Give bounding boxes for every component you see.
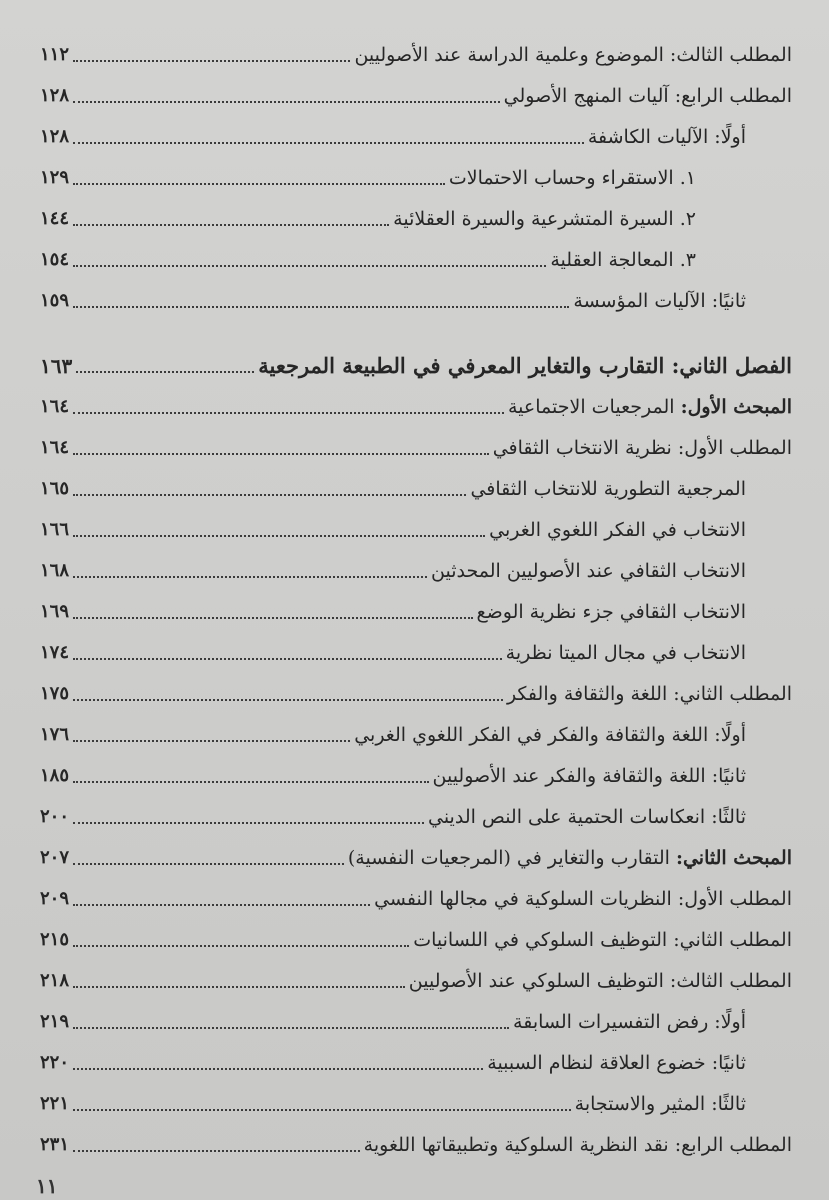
entry-title <box>573 289 746 313</box>
entry-title <box>489 518 746 542</box>
entry-title <box>433 764 747 788</box>
dot-leader <box>73 576 427 578</box>
entry-page-number: ٢٢١ <box>40 1093 70 1114</box>
toc-entry-row[interactable] <box>40 876 792 917</box>
toc-entry-row[interactable] <box>40 237 792 278</box>
entry-page-number: ١٧٦ <box>40 724 70 745</box>
entry-page-number: ٢١٨ <box>40 970 70 991</box>
entry-title-text: أولًا: الآليات الكاشفة <box>587 126 746 148</box>
toc-entry-row[interactable] <box>40 999 792 1040</box>
entry-title <box>449 166 696 190</box>
entry-page-number: ١٦٦ <box>40 519 70 540</box>
entry-title-text: ثالثًا: انعكاسات الحتمية على النص الديني <box>427 806 746 828</box>
entry-title-text: المطلب الثاني: التوظيف السلوكي في اللسانيات <box>413 929 792 951</box>
toc-entry-row[interactable] <box>40 196 792 237</box>
dot-leader <box>73 1027 509 1029</box>
entry-title <box>575 1092 746 1116</box>
toc-section-top <box>40 32 792 319</box>
entry-title-text: الانتخاب الثقافي عند الأصوليين المحدثين <box>431 560 746 582</box>
entry-title-text: المطلب الأول: نظرية الانتخاب الثقافي <box>492 437 792 459</box>
entry-title-text: الانتخاب في مجال الميتا نظرية <box>505 642 746 664</box>
toc-entry-row[interactable] <box>40 958 792 999</box>
entry-title-text: ثانيًا: اللغة والثقافة والفكر عند الأصوليين <box>432 765 746 787</box>
entry-page-number: ٢٠٧ <box>40 847 70 868</box>
toc-entry-row[interactable] <box>40 630 792 671</box>
entry-page-number: ١٦٤ <box>40 437 70 458</box>
dot-leader <box>73 412 504 414</box>
entry-title-text: ٢. السيرة المتشرعية والسيرة العقلائية <box>393 208 696 230</box>
entry-title-text: أولًا: رفض التفسيرات السابقة <box>513 1011 746 1033</box>
dot-leader <box>73 101 500 103</box>
entry-title-text: ثانيًا: الآليات المؤسسة <box>573 290 746 312</box>
entry-page-number: ١٧٥ <box>40 683 70 704</box>
entry-title-text: المرجعيات الاجتماعية <box>508 396 681 418</box>
toc-entry-row[interactable] <box>40 114 792 155</box>
entry-title <box>487 1051 746 1075</box>
entry-page-number: ٢٠٠ <box>40 806 70 827</box>
toc-entry-row[interactable] <box>40 384 792 425</box>
dot-leader <box>73 699 503 701</box>
toc-entry-row[interactable] <box>40 753 792 794</box>
entry-title <box>364 1133 792 1157</box>
entry-title-text: المرجعية التطورية للانتخاب الثقافي <box>470 478 746 500</box>
entry-title <box>588 125 746 149</box>
entry-page-number: ١٢٨ <box>40 85 70 106</box>
toc-entry-row[interactable] <box>40 425 792 466</box>
toc-entry-row[interactable] <box>40 671 792 712</box>
toc-entry-row[interactable] <box>40 835 792 876</box>
dot-leader <box>73 1109 571 1111</box>
section-gap <box>40 319 792 343</box>
entry-page-number: ٢١٥ <box>40 929 70 950</box>
chapter-title: الفصل الثاني: التقارب والتغاير المعرفي في الطبيعة المرجعية <box>258 353 792 378</box>
entry-title <box>507 682 792 706</box>
dot-leader <box>73 453 489 455</box>
entry-title <box>431 559 746 583</box>
entry-page-number: ١١٢ <box>40 44 70 65</box>
entry-title-text: المطلب الرابع: آليات المنهج الأصولي <box>503 85 792 107</box>
dot-leader <box>73 306 569 308</box>
dot-leader <box>73 494 466 496</box>
dot-leader <box>73 265 546 267</box>
entry-page-number: ٢٢٠ <box>40 1052 70 1073</box>
dot-leader <box>73 986 405 988</box>
toc-entry-row[interactable] <box>40 507 792 548</box>
entry-page-number: ١٧٤ <box>40 642 70 663</box>
entry-page-number: ١٦٨ <box>40 560 70 581</box>
entry-title-text: المطلب الرابع: نقد النظرية السلوكية وتطبيقاتها اللغوية <box>363 1134 792 1156</box>
dot-leader <box>73 535 485 537</box>
entry-title <box>409 969 792 993</box>
entry-title <box>470 477 746 501</box>
entry-title <box>508 395 792 419</box>
entry-title-text: المطلب الثالث: الموضوع وعلمية الدراسة عند الأصوليين <box>354 44 792 66</box>
entry-title-text: أولًا: اللغة والثقافة والفكر في الفكر اللغوي الغربي <box>354 724 746 746</box>
entry-page-number: ٢٣١ <box>40 1134 70 1155</box>
entry-title <box>493 436 792 460</box>
entry-title <box>477 600 746 624</box>
toc-entry-row[interactable] <box>40 1081 792 1122</box>
toc-entry-row[interactable] <box>40 917 792 958</box>
toc-entry-row[interactable] <box>40 466 792 507</box>
toc-entry-row[interactable] <box>40 794 792 835</box>
dot-leader <box>73 183 445 185</box>
table-of-contents <box>40 32 792 1163</box>
toc-chapter-row[interactable] <box>40 343 792 384</box>
entry-page-number: ١٦٥ <box>40 478 70 499</box>
entry-title-prefix: المبحث الثاني: <box>675 847 792 869</box>
entry-page-number: ٢٠٩ <box>40 888 70 909</box>
entry-title-text: ثانيًا: خضوع العلاقة لنظام السببية <box>487 1052 746 1074</box>
dot-leader <box>73 740 350 742</box>
dot-leader <box>73 224 389 226</box>
entry-title-text: التقارب والتغاير في (المرجعيات النفسية) <box>347 847 676 869</box>
entry-title-text: الانتخاب الثقافي جزء نظرية الوضع <box>476 601 746 623</box>
toc-entry-row[interactable] <box>40 589 792 630</box>
dot-leader <box>73 822 424 824</box>
toc-entry-row[interactable] <box>40 155 792 196</box>
toc-entry-row[interactable] <box>40 278 792 319</box>
entry-title <box>504 84 792 108</box>
entry-title <box>393 207 696 231</box>
chapter-page-number: ١٦٣ <box>40 354 73 378</box>
toc-entry-row[interactable] <box>40 32 792 73</box>
entry-title <box>428 805 746 829</box>
dot-leader <box>73 617 473 619</box>
entry-title <box>506 641 746 665</box>
dot-leader <box>73 658 502 660</box>
entry-title <box>354 723 746 747</box>
entry-page-number: ١٥٩ <box>40 290 70 311</box>
entry-page-number: ١٢٩ <box>40 167 70 188</box>
entry-title-text: المطلب الأول: النظريات السلوكية في مجالها النفسي <box>374 888 792 910</box>
entry-title-text: المطلب الثالث: التوظيف السلوكي عند الأصوليين <box>408 970 792 992</box>
entry-title-text: الانتخاب في الفكر اللغوي الغربي <box>489 519 746 541</box>
page-folio: ١١ <box>36 1174 58 1198</box>
dot-leader <box>73 904 370 906</box>
entry-title <box>354 43 792 67</box>
toc-entry-row[interactable] <box>40 1040 792 1081</box>
entry-page-number: ١٦٩ <box>40 601 70 622</box>
entry-title-text: ١. الاستقراء وحساب الاحتمالات <box>448 167 696 189</box>
toc-entry-row[interactable] <box>40 712 792 753</box>
toc-entry-row[interactable] <box>40 73 792 114</box>
entry-page-number: ١٤٤ <box>40 208 70 229</box>
entry-title-text: ثالثًا: المثير والاستجابة <box>574 1093 746 1115</box>
entry-page-number: ١٢٨ <box>40 126 70 147</box>
dot-leader <box>76 371 254 373</box>
dot-leader <box>73 781 428 783</box>
entry-page-number: ١٦٤ <box>40 396 70 417</box>
toc-entry-row[interactable] <box>40 1122 792 1163</box>
entry-title-text: ٣. المعالجة العقلية <box>550 249 696 271</box>
toc-entry-row[interactable] <box>40 548 792 589</box>
dot-leader <box>73 945 409 947</box>
entry-title <box>513 1010 746 1034</box>
entry-title <box>348 846 792 870</box>
dot-leader <box>73 863 344 865</box>
toc-section-bottom <box>40 384 792 1163</box>
entry-title-prefix: المبحث الأول: <box>680 396 792 418</box>
entry-page-number: ١٥٤ <box>40 249 70 270</box>
entry-title <box>550 248 696 272</box>
entry-title <box>374 887 792 911</box>
entry-page-number: ٢١٩ <box>40 1011 70 1032</box>
dot-leader <box>73 60 350 62</box>
entry-title-text: المطلب الثاني: اللغة والثقافة والفكر <box>506 683 792 705</box>
dot-leader <box>73 1150 360 1152</box>
dot-leader <box>73 1068 483 1070</box>
dot-leader <box>73 142 584 144</box>
entry-page-number: ١٨٥ <box>40 765 70 786</box>
entry-title <box>413 928 792 952</box>
